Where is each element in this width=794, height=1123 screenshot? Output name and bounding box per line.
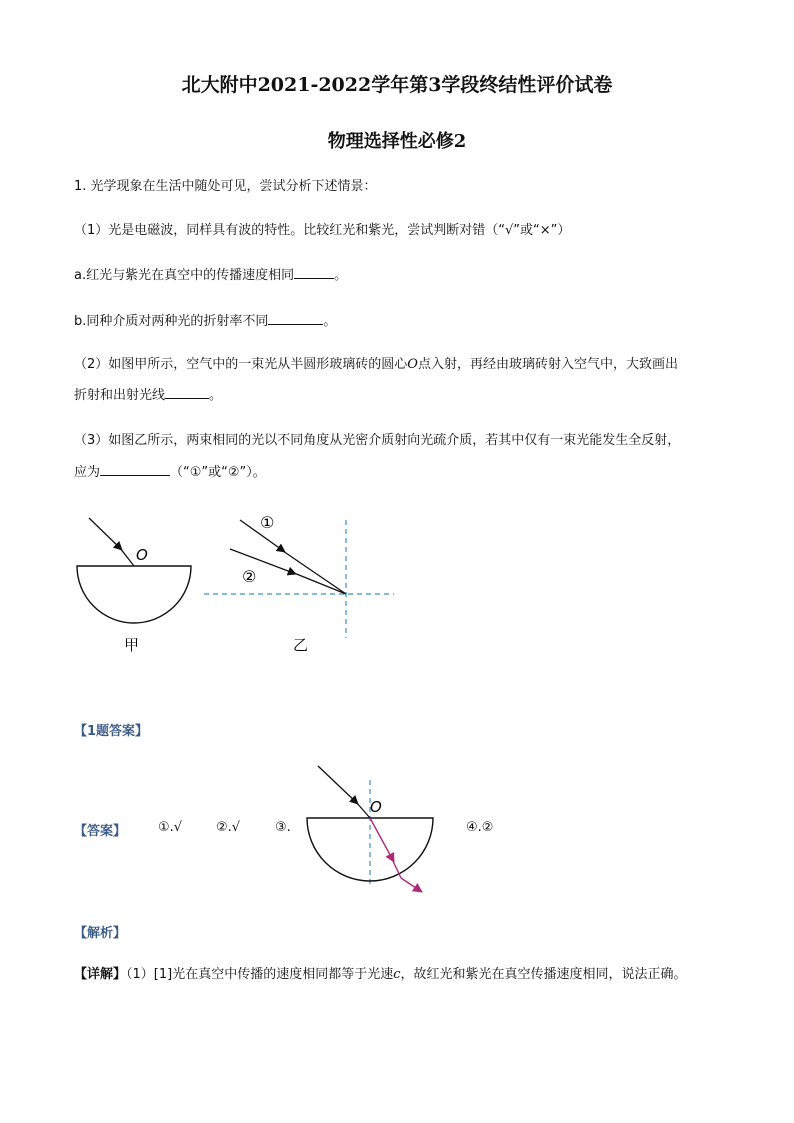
semicircle-glass-block: [77, 566, 191, 623]
part-2-text-post: 点入射，再经由玻璃砖射入空气中，大致画出: [417, 357, 678, 372]
question-stem: 1. 光学现象在生活中随处可见，尝试分析下述情景：: [74, 179, 377, 194]
answer-1: ①.√: [158, 820, 183, 835]
answer-blank-3: [100, 463, 170, 476]
incident-ray-jia-tail: [120, 548, 134, 566]
answer-3: ③.: [275, 820, 291, 835]
figures-jia-yi: [0, 500, 794, 670]
incident-ray-jia: [89, 518, 122, 550]
detail-text-post: ，故红光和紫光在真空传播速度相同，说法正确。: [400, 967, 687, 982]
analysis-detail: [74, 966, 687, 984]
answer-blank-a: [294, 266, 334, 279]
analysis-section-title: 【解析】: [74, 926, 127, 941]
answer-label: 【答案】: [74, 824, 127, 839]
part-3-line2-post: （“①”或“②”）。: [170, 465, 266, 480]
answer-blank-2: [165, 386, 209, 399]
answer-diagram: [290, 760, 450, 900]
question-item-a: [74, 266, 347, 285]
question-item-b: [74, 312, 336, 331]
detail-text-pre: （1）[1]光在真空中传播的速度相同都等于光速: [126, 967, 394, 982]
answer-exit-ray: [401, 878, 422, 892]
speed-of-light-symbol: c: [393, 967, 401, 982]
answer-2: ②.√: [216, 820, 241, 835]
part-2-period: 。: [209, 388, 223, 403]
answer-refracted-ray: [370, 818, 394, 862]
part-3-line2-pre: 应为: [74, 465, 101, 480]
answer-section-title: 【1题答案】: [74, 724, 149, 739]
part-2-line2-text: 折射和出射光线: [74, 388, 166, 403]
figure-yi-label: 乙: [293, 636, 309, 654]
exam-subtitle: 物理选择性必修2: [327, 131, 467, 152]
figure-jia-label: 甲: [124, 636, 140, 654]
ray-1-label: ①: [260, 513, 275, 532]
answer-incident-ray: [318, 766, 358, 804]
item-a-period: 。: [334, 268, 348, 283]
item-a-text: a.红光与紫光在真空中的传播速度相同: [74, 268, 295, 283]
figure-jia: [77, 518, 191, 654]
answer-incident-ray-tail: [356, 802, 370, 818]
ray-2-label: ②: [242, 567, 257, 586]
item-b-text: b.同种介质对两种光的折射率不同: [74, 314, 269, 329]
answer-point-o-label: O: [370, 798, 382, 816]
question-part-3-line2: [74, 463, 266, 482]
question-part-2-line2: [74, 386, 222, 405]
exam-title: 北大附中2021-2022学年第3学段终结性评价试卷: [181, 74, 613, 96]
question-part-2-line1: [74, 356, 678, 374]
figure-yi: [204, 513, 394, 654]
question-part-3-line1: （3）如图乙所示，两束相同的光以不同角度从光密介质射向光疏介质，若其中仅有一束光能发生全反射，: [74, 433, 681, 448]
answer-blank-b: [268, 312, 323, 325]
question-part-1: （1）光是电磁波，同样具有波的特性。比较红光和紫光，尝试判断对错（“√”或“×”）: [74, 223, 571, 238]
detail-label: 【详解】: [74, 967, 127, 982]
answer-4: ④.②: [466, 820, 494, 835]
item-b-period: 。: [323, 314, 337, 329]
point-o-label-jia: O: [136, 546, 148, 564]
point-o-inline: O: [407, 357, 418, 372]
part-2-text-pre: （2）如图甲所示，空气中的一束光从半圆形玻璃砖的圆心: [74, 357, 408, 372]
